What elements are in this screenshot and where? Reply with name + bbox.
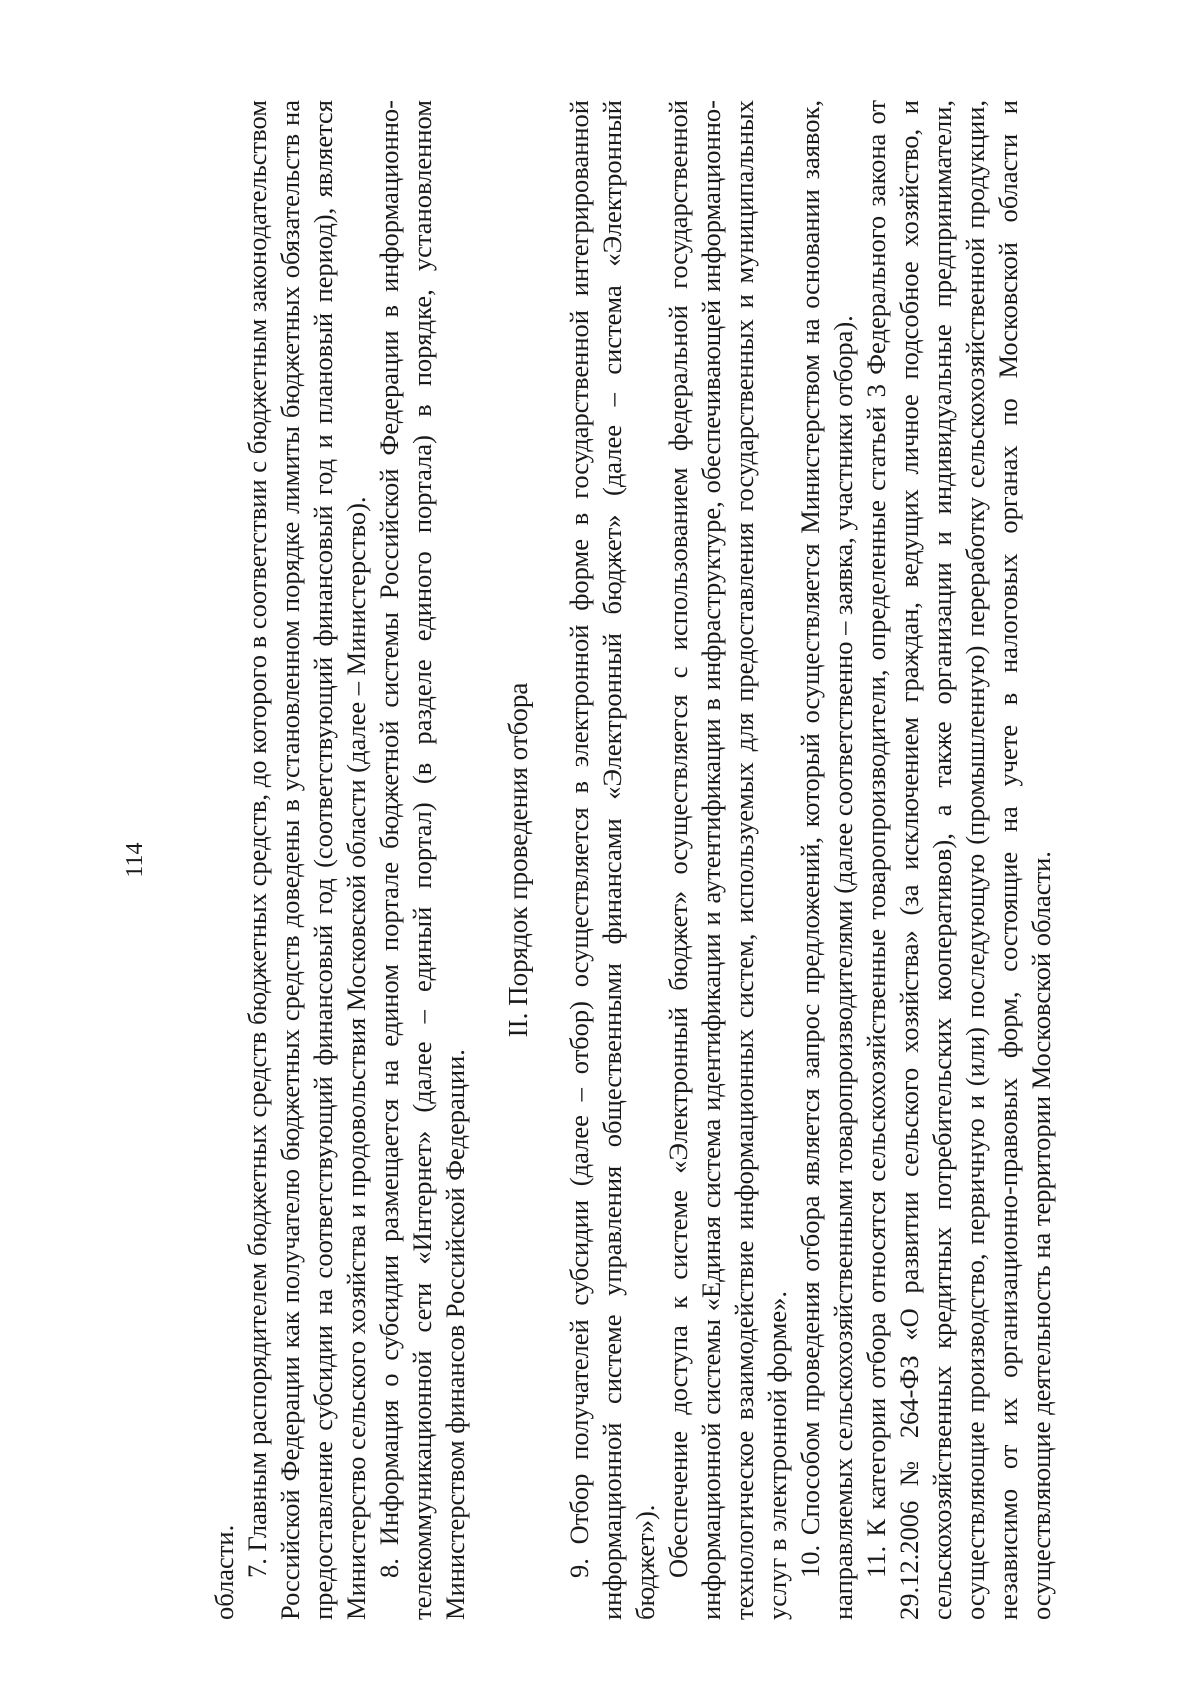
paragraph-7: 7. Главным распорядителем бюджетных средств бюджетных средств, до которого в соответствии с бюджетным законодательством Российской Федерации как получателю бюджетных средств доведены в установленном порядке лимиты бюджетных обязательств на предоставление субсидии на соответствующий финансовый год (соответствующий финансовый год и плановый период), является Министерство сельского хозяйства и продовольствия Московской области (далее – Министерство). (242, 100, 371, 1620)
rotated-document-page (120, 100, 1080, 1620)
section-heading: II. Порядок проведения отбора (503, 682, 533, 1038)
continuation-text: области. (209, 1524, 239, 1620)
paragraph-11: 11. К категории отбора относятся сельскохозяйственные товаропроизводители, определенные статьей 3 Федерального закона от 29.12.2006 № 264-ФЗ «О развитии сельского хозяйства» (за исключением граждан, ведущих личное подсобное хозяйство, и сельскохозяйственных кредитных потребительских кооперативов), а также организации и индивидуальные предприниматели, осуществляющие производство, первичную и (или) последующую (промышленную) переработку сельскохозяйственной продукции, независимо от их организационно-правовых форм, состоящие на учете в налоговых органах по Московской области и осуществляющие деятельность на территории Московской области. (861, 100, 1056, 1620)
document-body (208, 100, 1058, 1620)
paragraph-9: 9. Отбор получателей субсидии (далее – отбор) осуществляется в электронной форме в государственной интегрированной информационной системе управления общественными финансами «Электронный бюджет» (далее – система «Электронный бюджет»). (564, 100, 660, 1620)
paragraph-8: 8. Информация о субсидии размещается на едином портале бюджетной системы Российской Федерации в информационно-телекоммуникационной сети «Интернет» (далее – единый портал) (в разделе единого портала) в порядке, установленном Министерством финансов Российской Федерации. (374, 100, 470, 1620)
paragraph-10: 10. Способом проведения отбора является запрос предложений, который осуществляется Министерством на основании заявок, направляемых сельскохозяйственными товаропроизводителями (далее соответственно – заявка, участники отбора). (795, 100, 858, 1620)
paragraph-9-access: Обеспечение доступа к системе «Электронный бюджет» осуществляется с использованием федеральной государственной информационной системы «Единая система идентификации и аутентификации в инфраструктуре, обеспечивающей информационно-технологическое взаимодействие информационных систем, используемых для предоставления государственных и муниципальных услуг в электронной форме». (663, 100, 792, 1620)
page-number: 114 (122, 842, 148, 878)
